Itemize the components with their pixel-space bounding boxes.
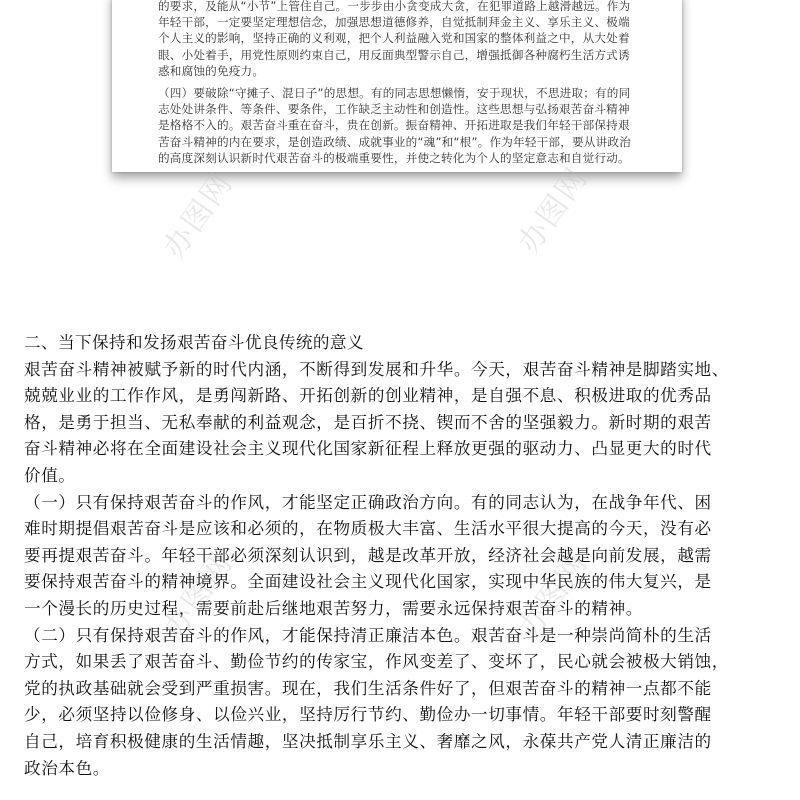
preview-text-line: 年轻干部，一定要坚定理想信念，加强思想道德修养，自觉抵制拜金主义、享乐主义、极端 — [158, 15, 630, 30]
body-text-line: 价值。 — [24, 465, 76, 485]
body-text-line: 奋斗精神必将在全面建设社会主义现代化国家新征程上释放更强的驱动力、凸显更大的时代 — [24, 439, 712, 459]
body-text-line: 艰苦奋斗精神被赋予新的时代内涵，不断得到发展和升华。今天，艰苦奋斗精神是脚踏实地、 — [24, 359, 729, 379]
preview-text-line: 个人主义的影响，坚持正确的义利观，把个人利益融入党和国家的整体利益之中，从大处着 — [158, 31, 630, 46]
body-text-line: 格，是勇于担当、无私奉献的利益观念，是百折不挠、锲而不舍的坚强毅力。新时期的艰苦 — [24, 412, 712, 432]
body-text-line: 政治本色。 — [24, 758, 110, 778]
preview-text-line: 志处处讲条件、等条件、要条件，工作缺乏主动性和创造性。这些思想与弘扬艰苦奋斗精神 — [158, 102, 630, 117]
section-heading: 二、当下保持和发扬艰苦奋斗优良传统的意义 — [24, 333, 364, 352]
body-text-line: 党的执政基础就会受到严重损害。现在，我们生活条件好了，但艰苦奋斗的精神一点都不能 — [24, 678, 712, 698]
preview-text-line: 是格格不入的。艰苦奋斗重在奋斗，贵在创新。振奋精神、开拓进取是我们年轻干部保持艰 — [158, 118, 630, 133]
preview-text-line: 惑和腐蚀的免疫力。 — [158, 63, 265, 78]
watermark: 办图网 — [156, 165, 241, 265]
body-text-line: 要保持艰苦奋斗的精神境界。全面建设社会主义现代化国家，实现中华民族的伟大复兴，是 — [24, 572, 712, 592]
body-text-line: 兢兢业业的工作作风，是勇闯新路、开拓创新的创业精神，是自强不息、积极进取的优秀品 — [24, 386, 712, 406]
preview-text-line: 苦奋斗精神的内在要求，是创造政绩、成就事业的“魂”和“根”。作为年轻干部，要从讲政治 — [158, 134, 631, 149]
body-text-line: 一个漫长的历史过程，需要前赴后继地艰苦努力，需要永远保持艰苦奋斗的精神。 — [24, 598, 643, 618]
body-text-line: 难时期提倡艰苦奋斗是应该和必须的，在物质极大丰富、生活水平很大提高的今天，没有必 — [24, 519, 712, 539]
preview-text-line: （四）要破除“守摊子、混日子”的思想。有的同志思想懒惰，安于现状，不思进取；有的同 — [158, 86, 631, 101]
preview-text-line: 的高度深刻认识新时代艰苦奋斗的极端重要性，并使之转化为个人的坚定意志和自觉行动。 — [158, 150, 630, 165]
preview-text-line: 眼、小处着手，用党性原则约束自己，用反面典型警示自己，增强抵御各种腐朽生活方式诱 — [158, 47, 630, 62]
body-text-line: 方式，如果丢了艰苦奋斗、勤俭节约的传家宝，作风变差了、变坏了，民心就会被极大销蚀， — [24, 652, 729, 672]
body-text-line: 少，必须坚持以俭修身、以俭兴业，坚持厉行节约、勤俭办一切事情。年轻干部要时刻警醒 — [24, 705, 712, 725]
body-text-line: （二）只有保持艰苦奋斗的作风，才能保持清正廉洁本色。艰苦奋斗是一种崇尚简朴的生活 — [24, 625, 712, 645]
body-text-line: 要再提艰苦奋斗。年轻干部必须深刻认识到，越是改革开放，经济社会越是向前发展，越需 — [24, 545, 712, 565]
preview-text-line: 的要求，及能从“小节”上管住自己。一步步由小贪变成大贪，在犯罪道路上越滑越远。作为 — [158, 0, 631, 13]
body-text-line: （一）只有保持艰苦奋斗的作风，才能坚定正确政治方向。有的同志认为，在战争年代、困 — [24, 492, 712, 512]
body-text-line: 自己，培育积极健康的生活情趣，坚决抵制享乐主义、奢靡之风，永葆共产党人清正廉洁的 — [24, 731, 712, 751]
watermark: 办图网 — [156, 545, 241, 645]
watermark: 办图网 — [511, 545, 596, 645]
watermark: 办图网 — [511, 160, 596, 260]
document-preview-page — [112, 0, 682, 172]
document-body — [24, 330, 784, 782]
